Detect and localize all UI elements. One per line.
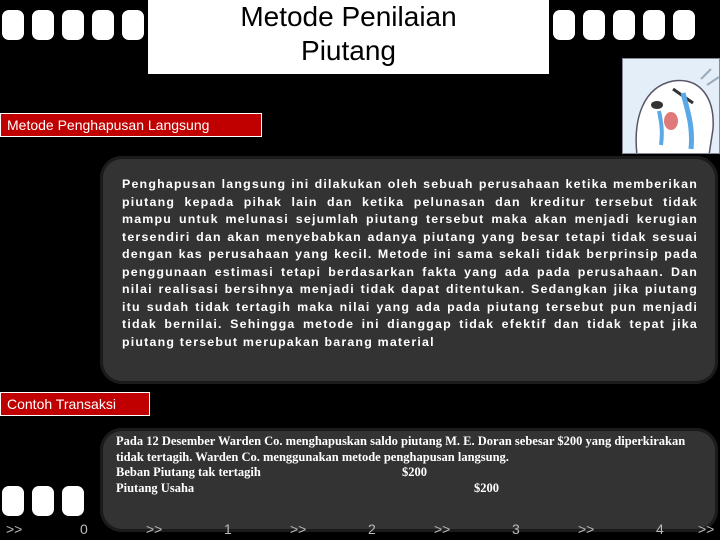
film-hole [32, 10, 54, 40]
film-hole [643, 10, 665, 40]
nav-arrow-2[interactable]: >> [290, 521, 307, 537]
nav-page-0[interactable]: 0 [80, 521, 88, 537]
nav-page-2[interactable]: 2 [368, 521, 376, 537]
section-label-penghapusan-langsung: Metode Penghapusan Langsung [0, 113, 262, 137]
film-hole [62, 10, 84, 40]
cartoon-crying-character-image [622, 58, 720, 154]
film-hole [62, 486, 84, 516]
film-hole [2, 486, 24, 516]
nav-arrow-3[interactable]: >> [434, 521, 451, 537]
example-intro-text: Pada 12 Desember Warden Co. menghapuskan saldo piutang M. E. Doran sebesar $200 yang diperkirakan tidak tertagih. Warden Co. menggunakan metode penghapusan langsung. [116, 434, 686, 464]
title-line-1: Metode Penilaian [240, 1, 457, 32]
film-hole [122, 10, 144, 40]
title-line-2: Piutang [301, 35, 396, 66]
film-hole [2, 10, 24, 40]
credit-amount: $200 [474, 480, 499, 495]
debit-account: Beban Piutang tak tertagih [116, 465, 261, 479]
film-hole [673, 10, 695, 40]
section-label-contoh-transaksi: Contoh Transaksi [0, 392, 150, 416]
journal-entry-credit [116, 481, 704, 497]
nav-page-3[interactable]: 3 [512, 521, 520, 537]
journal-entry-debit [116, 465, 704, 481]
nav-arrow-4[interactable]: >> [578, 521, 595, 537]
nav-arrow-5[interactable]: >> [698, 521, 715, 537]
film-hole [613, 10, 635, 40]
nav-page-1[interactable]: 1 [224, 521, 232, 537]
film-hole [92, 10, 114, 40]
description-text: Penghapusan langsung ini dilakukan oleh sebuah perusahaan ketika memberikan piutang kepada pihak lain dan ketika pelunasan dan kreditur tersebut tidak mampu untuk melunasi sejumlah piutang tersebut maka akan menjadi kerugian tersendiri dan akan menyebabkan adanya piutang yang besar tetapi tidak sesuai dengan kas perusahaan yang kecil. Metode ini sama sekali tidak berprinsip pada penggunaan estimasi tetapi berdasarkan fakta yang ada pada perusahaan. Dan nilai realisasi bersihnya menjadi tidak dapat ditentukan. Sedangkan jika piutang itu sudah tidak tertagih maka nilai yang ada pada piutang tersebut pun menjadi tidak bernilai. Sehingga metode ini dianggap tidak efektif dan tidak tepat jika piutang tersebut merupakan barang material [122, 177, 698, 349]
credit-account: Piutang Usaha [116, 480, 195, 495]
description-panel [100, 156, 718, 384]
nav-arrow-1[interactable]: >> [146, 521, 163, 537]
film-hole [583, 10, 605, 40]
example-panel [100, 428, 718, 532]
film-hole [32, 486, 54, 516]
debit-amount: $200 [402, 465, 427, 479]
film-hole [553, 10, 575, 40]
page-title [148, 0, 549, 74]
nav-page-4[interactable]: 4 [656, 521, 664, 537]
nav-arrow-0[interactable]: >> [6, 521, 23, 537]
